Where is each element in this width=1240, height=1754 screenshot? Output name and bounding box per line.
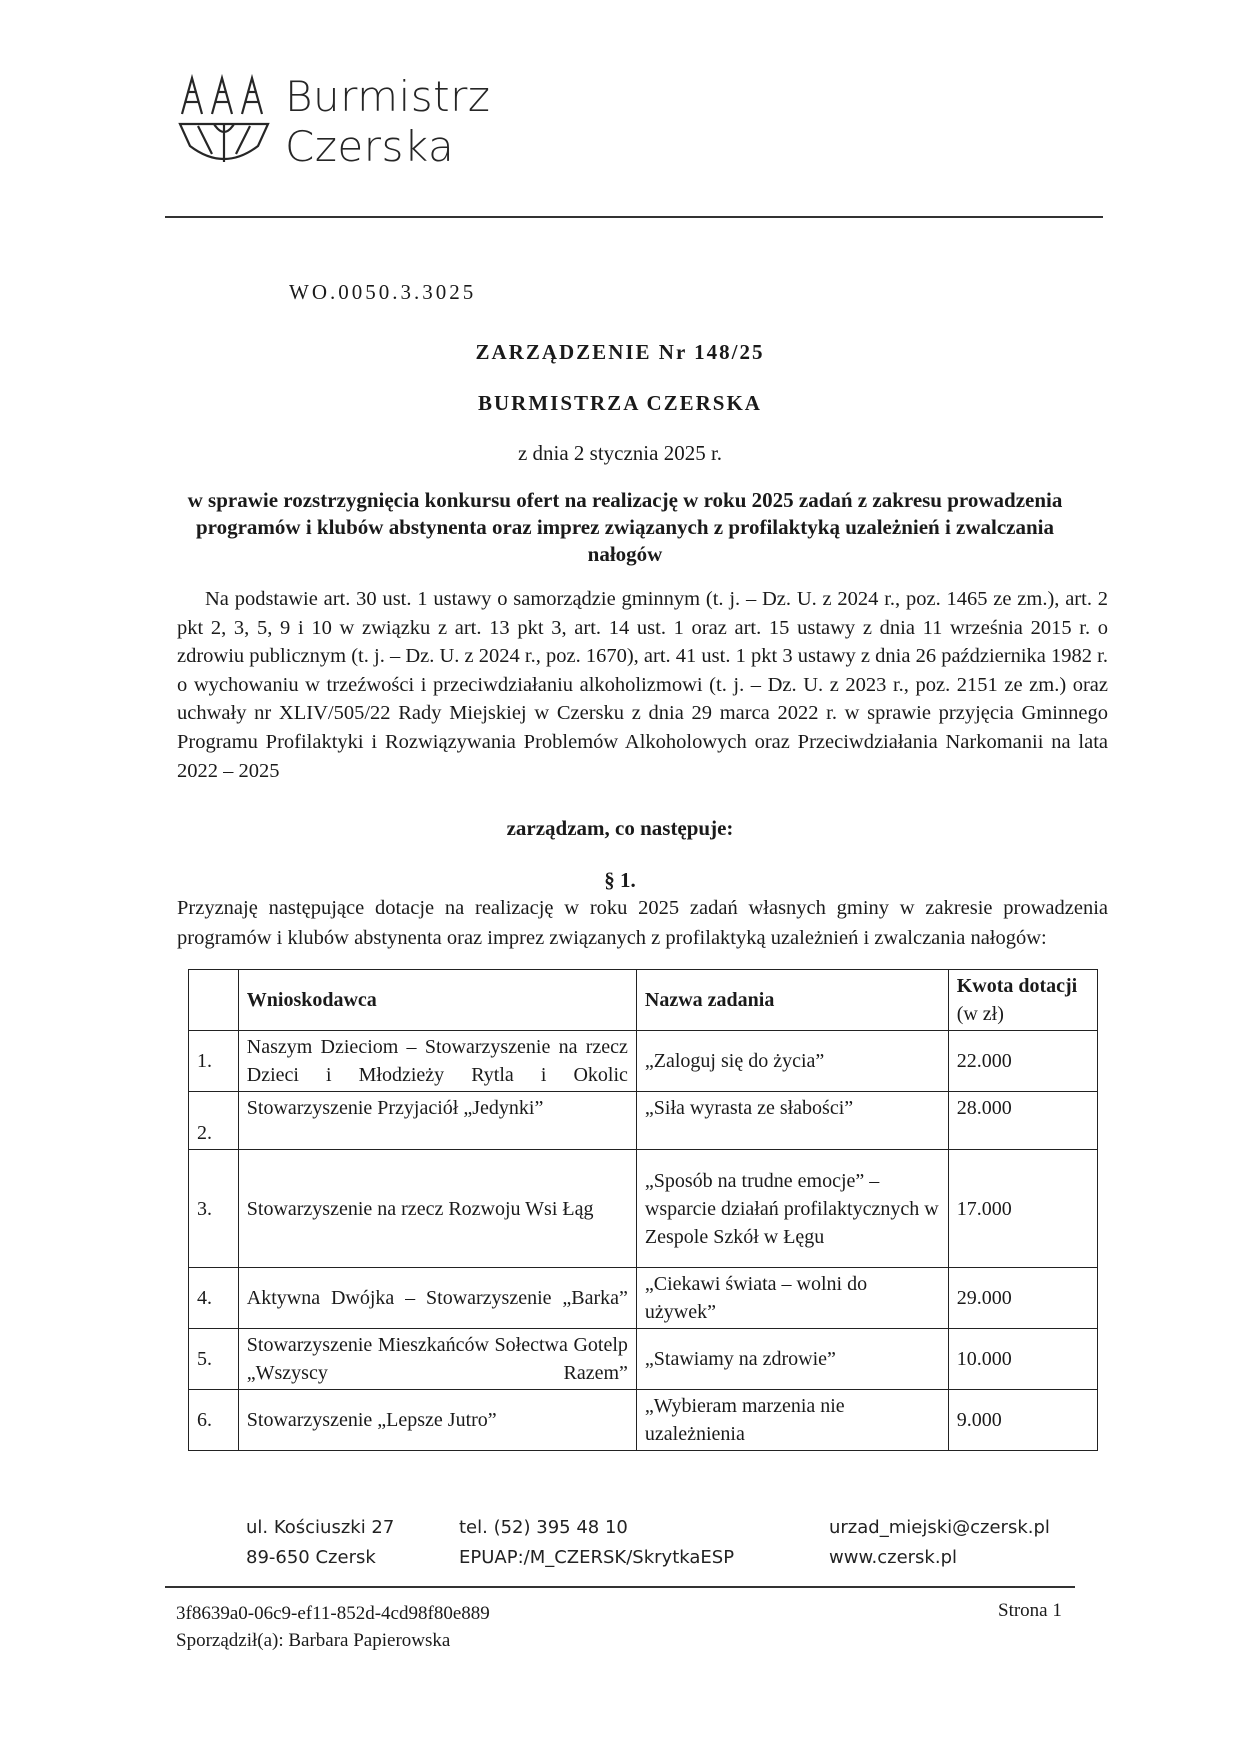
legal-basis: Na podstawie art. 30 ust. 1 ustawy o samorządzie gminnym (t. j. – Dz. U. z 2024 r., poz. 1465 ze zm.), art. 2 pkt 2, 3, 5, 9 i 10 w związku z art. 13 pkt 3, art. 14 ust. 1 oraz art. 15 ustawy z dnia 11 września 2015 r. o zdrowiu publicznym (t. j. – Dz. U. z 2024 r., poz. 1670), art. 41 ust. 1 pkt 3 ustawy z dnia 26 października 1982 r. o wychowaniu w trzeźwości i przeciwdziałaniu alkoholizmowi (t. j. – Dz. U. z 2023 r., poz. 2151 ze zm.) oraz uchwały nr XLIV/505/22 Rady Miejskiej w Czersku z dnia 29 marca 2022 r. w sprawie przyjęcia Gminnego Programu Profilaktyki i Rozwiązywania Problemów Alkoholowych oraz Przeciwdziałania Narkomanii na lata 2022 – 2025 (177, 588, 1108, 782)
row-task: „Ciekawi świata – wolni do używek” (636, 1268, 948, 1329)
table-header-row (189, 970, 1098, 1031)
row-number: 1. (189, 1031, 239, 1092)
header-divider (165, 216, 1103, 218)
brand-title (285, 72, 490, 172)
czersk-logo (178, 74, 270, 166)
section-text: Przyznaję następujące dotacje na realizację w roku 2025 zadań własnych gminy w zakresie prowadzenia programów i klubów abstynenta oraz imprez związanych z profilaktyką uzależnień i zwalczania nałogów: (177, 897, 1108, 949)
row-applicant: Naszym Dzieciom – Stowarzyszenie na rzecz Dzieci i Młodzieży Rytla i Okolic (238, 1031, 636, 1092)
row-task: „Sposób na trudne emocje” – wsparcie działań profilaktycznych w Zespole Szkół w Łęgu (636, 1150, 948, 1268)
row-applicant: Stowarzyszenie na rzecz Rozwoju Wsi Łąg (238, 1150, 636, 1268)
footer-contact (459, 1513, 734, 1573)
grants-table (188, 969, 1098, 1451)
footer-street: ul. Kościuszki 27 (246, 1517, 395, 1538)
footer-postal: 89-650 Czersk (246, 1547, 376, 1568)
row-number: 4. (189, 1268, 239, 1329)
footer-phone: tel. (52) 395 48 10 (459, 1517, 628, 1538)
row-applicant: Aktywna Dwójka – Stowarzyszenie „Barka” (238, 1268, 636, 1329)
table-row (189, 1268, 1098, 1329)
row-task: „Zaloguj się do życia” (636, 1031, 948, 1092)
footer-epuap: EPUAP:/M_CZERSK/SkrytkaESP (459, 1547, 735, 1568)
row-task: „Stawiamy na zdrowie” (636, 1329, 948, 1390)
decree-date: z dnia 2 stycznia 2025 r. (517, 441, 723, 465)
pine-trees-icon (178, 74, 270, 166)
row-amount: 17.000 (948, 1150, 1097, 1268)
row-number: 6. (189, 1390, 239, 1451)
table-row (189, 1092, 1098, 1150)
section-number: § 1. (604, 868, 636, 892)
decree-issuer: BURMISTRZA CZERSKA (478, 391, 762, 415)
row-applicant: Stowarzyszenie „Lepsze Jutro” (238, 1390, 636, 1451)
header-applicant: Wnioskodawca (238, 970, 636, 1031)
decree-statement: zarządzam, co następuje: (506, 816, 734, 840)
row-number: 3. (189, 1150, 239, 1268)
row-number: 5. (189, 1329, 239, 1390)
table-row (189, 1329, 1098, 1390)
table-row (189, 1390, 1098, 1451)
row-applicant: Stowarzyszenie Przyjaciół „Jedynki” (238, 1092, 636, 1150)
row-applicant: Stowarzyszenie Mieszkańców Sołectwa Gotelp „Wszyscy Razem” (238, 1329, 636, 1390)
footer-email-link[interactable]: urzad_miejski@czersk.pl (829, 1517, 1050, 1538)
row-task: „Wybieram marzenia nie uzależnienia (636, 1390, 948, 1451)
row-amount: 28.000 (948, 1092, 1097, 1150)
header-amount-label: Kwota dotacji (956, 975, 1078, 997)
table-row (189, 1150, 1098, 1268)
header-number (189, 970, 239, 1031)
brand-line-2: Czerska (285, 122, 455, 171)
footer-online (829, 1513, 1050, 1573)
document-meta (176, 1600, 490, 1654)
row-amount: 29.000 (948, 1268, 1097, 1329)
decree-title: ZARZĄDZENIE Nr 148/25 (475, 340, 765, 364)
footer-divider (165, 1586, 1075, 1588)
row-amount: 10.000 (948, 1329, 1097, 1390)
row-amount: 9.000 (948, 1390, 1097, 1451)
header-amount-unit: (w zł) (956, 1003, 1004, 1025)
row-number: 2. (189, 1092, 239, 1150)
brand-line-1: Burmistrz (285, 72, 491, 121)
header-task: Nazwa zadania (636, 970, 948, 1031)
page-number: Strona 1 (998, 1600, 1062, 1621)
document-author: Sporządził(a): Barbara Papierowska (176, 1630, 451, 1651)
header-amount (948, 970, 1097, 1031)
row-amount: 22.000 (948, 1031, 1097, 1092)
footer-address (246, 1513, 394, 1573)
decree-subject: w sprawie rozstrzygnięcia konkursu ofert na realizację w roku 2025 zadań z zakresu prowadzenia programów i klubów abstynenta oraz imprez związanych z profilaktyką uzależnień i zwalczania nałogów (187, 488, 1063, 566)
reference-number: WO.0050.3.3025 (289, 280, 477, 304)
document-hash: 3f8639a0-06c9-ef11-852d-4cd98f80e889 (176, 1603, 490, 1624)
footer-website-link[interactable]: www.czersk.pl (829, 1547, 958, 1568)
row-task: „Siła wyrasta ze słabości” (636, 1092, 948, 1150)
table-row (189, 1031, 1098, 1092)
